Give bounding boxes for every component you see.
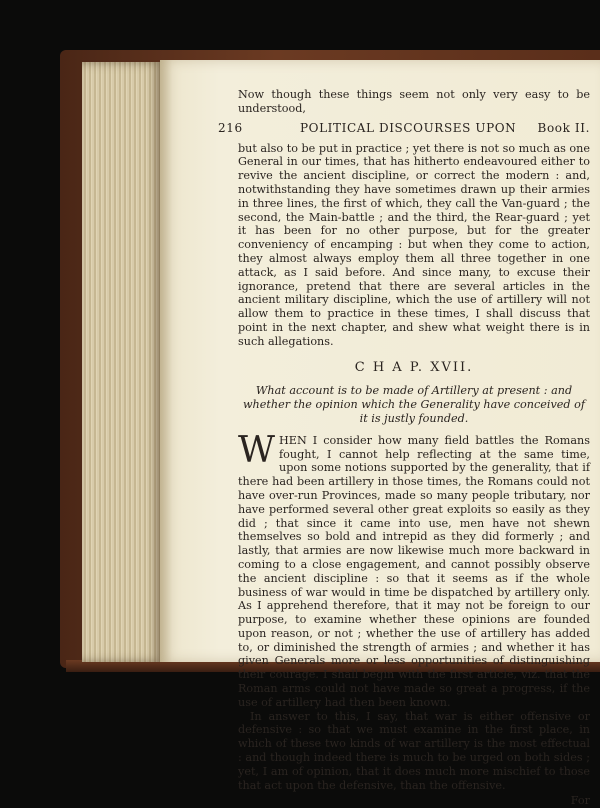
chapter-subtitle: What account is to be made of Artillery at present : and whether the opinion which the Generality have conceived of it is justly founded. bbox=[242, 384, 586, 425]
chapter-heading: C H A P. XVII. bbox=[354, 359, 474, 375]
paragraph-3: In answer to this, I say, that war is either offensive or defensive : so that we must examine in the first place, in which of these two kinds of war artillery is the most effectual : and though indeed there is much to be urged on both sides ; yet, I am of opinion, that it does much more mischief to those that act upon the defensive, than the offensive. bbox=[238, 709, 590, 792]
book-page bbox=[160, 60, 600, 808]
page-text-block bbox=[218, 88, 590, 808]
paragraph-2-text: HEN I consider how many field battles the Romans fought, I cannot help reflecting at the same time, upon some notions supported by the generality, that if there had been artillery in those times, the Romans could not have over-run Provinces, made so many people tributary, nor have performed several other great exploits so easily as they did ; that since it came into use, men have not shewn themselves so bold and intrepid as they did formerly ; and lastly, that armies are now likewise much more backward in coming to a close engagement, and cannot possibly observe the ancient discipline : so that it seems as if the whole business of war would in time be dispatched by artillery only. As I apprehend therefore, that it may not be foreign to our purpose, to examine whether these opinions are founded upon reason, or not ; whether the use of artillery has added to, or diminished the strength of armies ; and whether it has given Generals more or less opportunities of distinguishing their courage. I shall begin with the first article, viz. that the Roman arms could not have made so great a progress, if the use of artillery had then been known. bbox=[238, 433, 590, 709]
page-edges bbox=[82, 62, 162, 662]
catchword: For bbox=[570, 794, 590, 808]
page-number: 216 bbox=[218, 120, 243, 135]
running-head-book: Book II. bbox=[537, 120, 590, 135]
running-head-title: POLITICAL DISCOURSES UPON bbox=[300, 120, 517, 135]
drop-cap: W bbox=[238, 429, 276, 471]
paragraph-2 bbox=[238, 429, 590, 710]
paragraph-1: but also to be put in practice ; yet there is not so much as one General in our times, that has hitherto endeavoured either to revive the ancient discipline, or correct the modern : and, notwithstanding they have sometimes drawn up their armies in three lines, the first of which, they call the Van-guard ; the second, the Main-battle ; and the third, the Rear-guard ; yet it has been for no other purpose, but for the greater conveniency of encamping : but when they come to action, they almost always employ them all three together in one attack, as I said before. And since many, to excuse their ignorance, pretend that there are several articles in the ancient military discipline, which the use of artillery will not allow them to practice in these times, I shall discuss that point in the next chapter, and shew what weight there is in such allegations. bbox=[238, 141, 590, 348]
running-head bbox=[218, 120, 590, 140]
top-line: Now though these things seem not only very easy to be understood, bbox=[238, 88, 590, 115]
